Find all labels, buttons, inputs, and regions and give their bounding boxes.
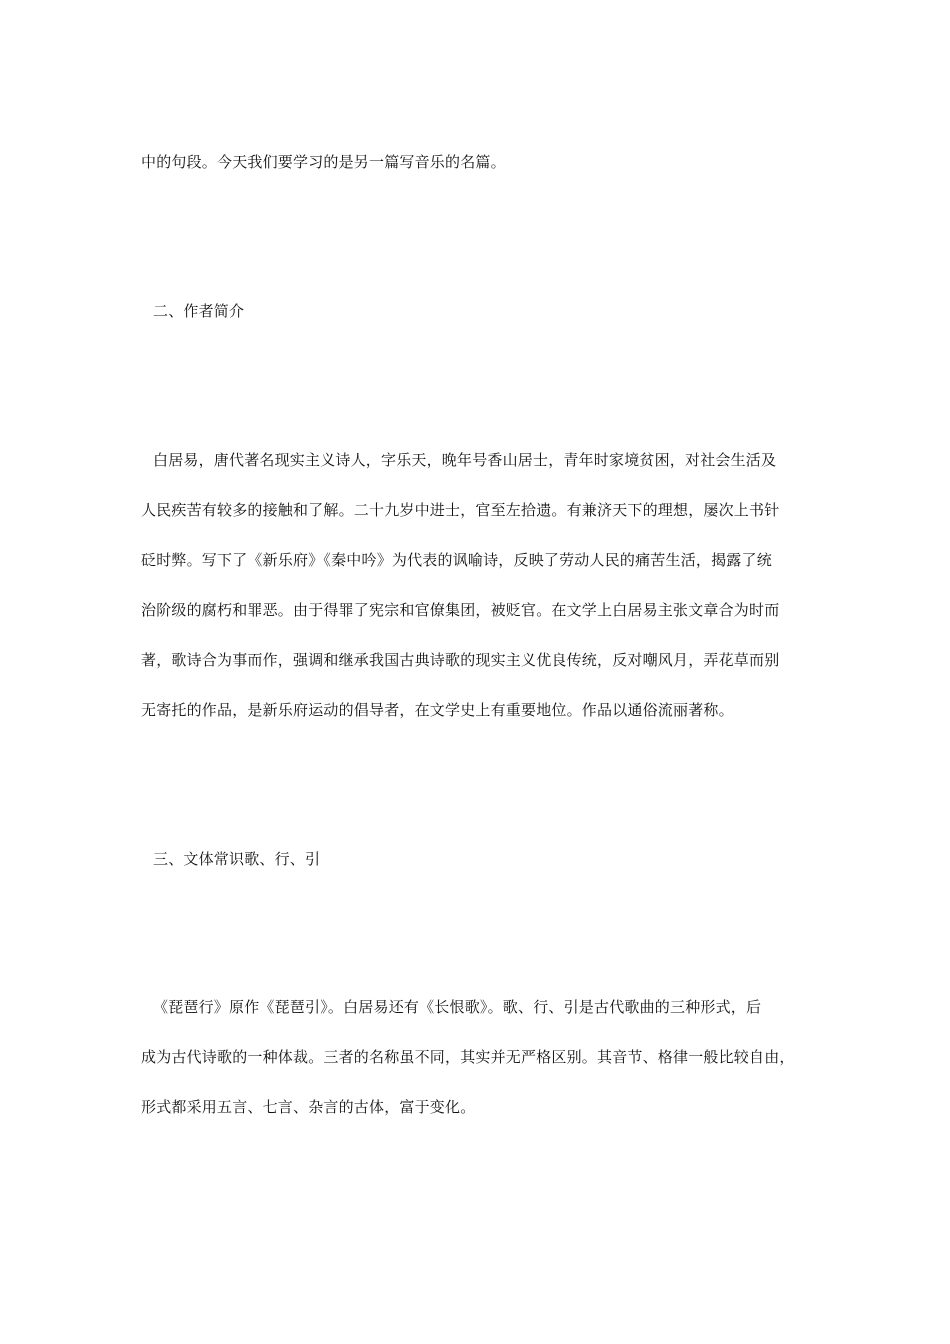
paragraph-line: 无寄托的作品，是新乐府运动的倡导者，在文学史上有重要地位。作品以通俗流丽著称。 [141, 701, 734, 719]
paragraph-line: 形式都采用五言、七言、杂言的古体，富于变化。 [141, 1098, 476, 1116]
paragraph-line: 人民疾苦有较多的接触和了解。二十九岁中进士，官至左拾遗。有兼济天下的理想，屡次上书针 [141, 501, 780, 519]
paragraph-line: 《琵琶行》原作《琵琶引》。白居易还有《长恨歌》。歌、行、引是古代歌曲的三种形式，后 [153, 998, 762, 1016]
paragraph-line: 白居易，唐代著名现实主义诗人，字乐天，晚年号香山居士，青年时家境贫困，对社会生活及 [153, 451, 777, 469]
paragraph-line: 著，歌诗合为事而作，强调和继承我国古典诗歌的现实主义优良传统，反对嘲风月，弄花草而别 [141, 651, 780, 669]
paragraph-line: 砭时弊。写下了《新乐府》《秦中吟》为代表的讽喻诗，反映了劳动人民的痛苦生活，揭露了统 [141, 551, 772, 569]
section-heading-genre: 三、文体常识歌、行、引 [153, 850, 321, 868]
section-heading-author: 二、作者简介 [153, 302, 245, 320]
paragraph-line: 成为古代诗歌的一种体裁。三者的名称虽不同，其实并无严格区别。其音节、格律一般比较自由， [141, 1048, 795, 1066]
intro-tail-line: 中的句段。今天我们要学习的是另一篇写音乐的名篇。 [141, 153, 506, 171]
paragraph-line: 治阶级的腐朽和罪恶。由于得罪了宪宗和官僚集团，被贬官。在文学上白居易主张文章合为时而 [141, 601, 780, 619]
